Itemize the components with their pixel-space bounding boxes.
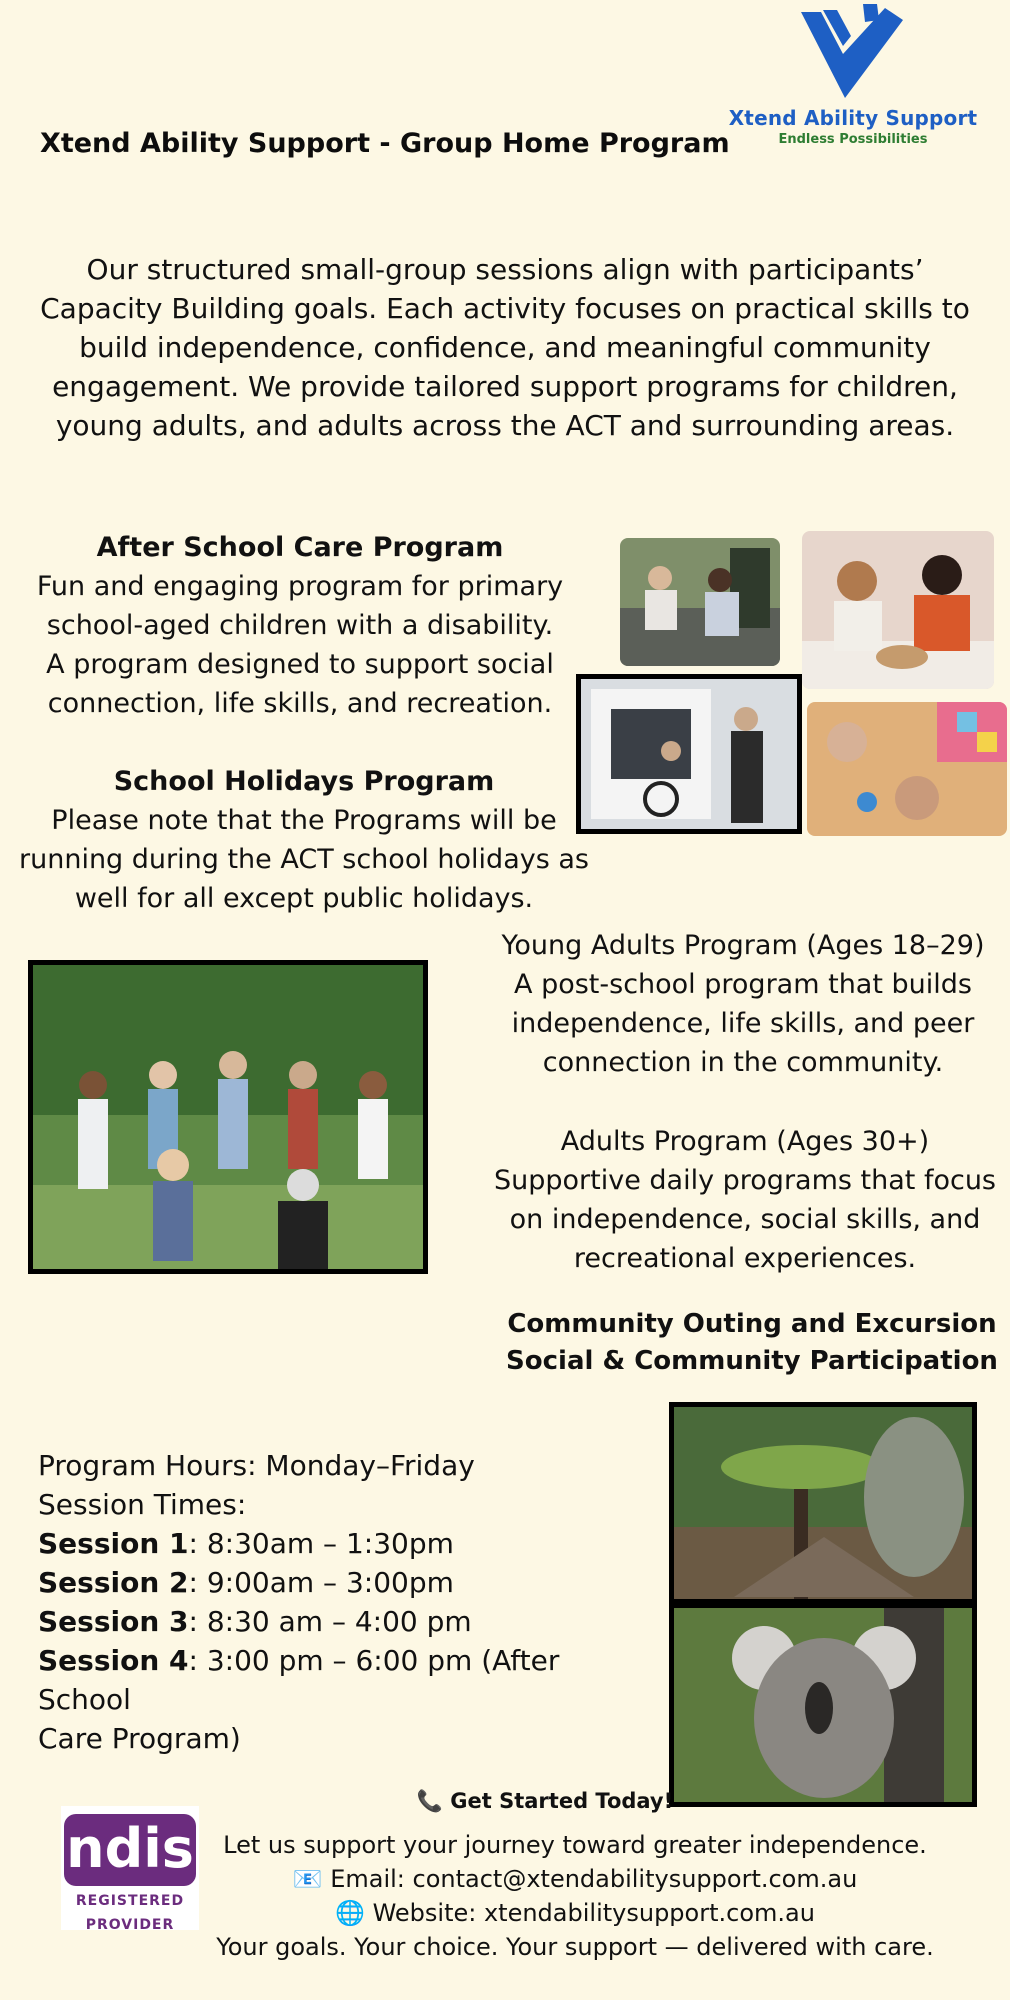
school-holidays-line: Please note that the Programs will be xyxy=(51,805,557,836)
session-row: Session 2: 9:00am – 3:00pm xyxy=(38,1566,454,1599)
ndis-badge xyxy=(61,1806,199,1933)
community-line: Community Outing and Excursion xyxy=(507,1309,997,1339)
tagline: Your goals. Your choice. Your support — delivered with care. xyxy=(216,1933,934,1961)
contact-section xyxy=(200,1784,950,1964)
session-row: Session 1: 8:30am – 1:30pm xyxy=(38,1527,454,1560)
after-school-line: A program designed to support social xyxy=(46,649,554,680)
session-times-label: Session Times: xyxy=(38,1488,247,1521)
adults-program xyxy=(480,1122,1010,1278)
session-row: Session 3: 8:30 am – 4:00 pm xyxy=(38,1605,472,1638)
website-line[interactable]: 🌐 Website: xtendabilitysupport.com.au xyxy=(335,1899,815,1927)
adults-title: Adults Program (Ages 30+) xyxy=(560,1126,930,1157)
young-adults-line: connection in the community. xyxy=(542,1047,944,1078)
adults-line: Supportive daily programs that focus xyxy=(493,1165,997,1196)
ndis-provider: PROVIDER xyxy=(85,1917,175,1933)
ndis-registered: REGISTERED xyxy=(75,1893,185,1909)
program-hours-line: Program Hours: Monday–Friday xyxy=(38,1449,475,1482)
young-adults-program xyxy=(470,926,1010,1082)
after-school-title: After School Care Program xyxy=(96,532,504,563)
after-school-line: Fun and engaging program for primary xyxy=(36,571,564,602)
photo-wheelchair-van xyxy=(576,674,802,834)
photo-koala xyxy=(669,1603,977,1807)
get-started-heading: 📞 Get Started Today! xyxy=(416,1789,674,1813)
globe-icon: 🌐 xyxy=(335,1899,365,1927)
young-adults-line: A post-school program that builds xyxy=(514,969,972,1000)
intro-paragraph: Our structured small-group sessions align with participants’ Capacity Building goals. Each activity focuses on practical skills to build independence, confidence, and meaningful community engagement. We provide tailored support programs for children, young adults, and adults across the ACT and surrounding areas. xyxy=(40,253,970,442)
school-holidays-program xyxy=(4,762,604,918)
checkmark-hands-icon xyxy=(793,2,913,102)
ndis-logo: ndis xyxy=(64,1814,196,1886)
session-row-continued: Care Program) xyxy=(38,1722,241,1755)
photo-support-worker xyxy=(620,538,780,666)
school-holidays-title: School Holidays Program xyxy=(113,766,495,797)
photo-fern-forest xyxy=(669,1402,977,1604)
after-school-line: connection, life skills, and recreation. xyxy=(47,688,553,719)
community-line: Social & Community Participation xyxy=(506,1346,998,1376)
young-adults-title: Young Adults Program (Ages 18–29) xyxy=(501,930,985,961)
program-hours xyxy=(38,1446,658,1758)
email-line[interactable]: 📧 Email: contact@xtendabilitysupport.com.au xyxy=(292,1865,858,1893)
after-school-line: school-aged children with a disability. xyxy=(46,610,554,641)
photo-kids-crafts xyxy=(807,702,1007,836)
school-holidays-line: well for all except public holidays. xyxy=(74,883,534,914)
young-adults-line: independence, life skills, and peer xyxy=(511,1008,975,1039)
brand-logo xyxy=(728,2,978,152)
session-row: Session 4: 3:00 pm – 6:00 pm (After School xyxy=(38,1644,560,1716)
photo-group-circle xyxy=(28,960,428,1274)
adults-line: recreational experiences. xyxy=(573,1243,917,1274)
logo-name: Xtend Ability Support xyxy=(728,106,978,130)
phone-icon: 📞 xyxy=(416,1789,443,1813)
after-school-program xyxy=(10,528,590,723)
adults-line: on independence, social skills, and xyxy=(509,1204,981,1235)
community-participation xyxy=(502,1306,1002,1380)
school-holidays-line: running during the ACT school holidays as xyxy=(19,844,589,875)
contact-line: Let us support your journey toward greater independence. xyxy=(223,1831,927,1859)
logo-tagline: Endless Possibilities xyxy=(778,132,928,147)
email-icon: 📧 xyxy=(292,1865,323,1893)
page-title: Xtend Ability Support - Group Home Program xyxy=(40,128,730,159)
photo-baking xyxy=(802,531,994,689)
